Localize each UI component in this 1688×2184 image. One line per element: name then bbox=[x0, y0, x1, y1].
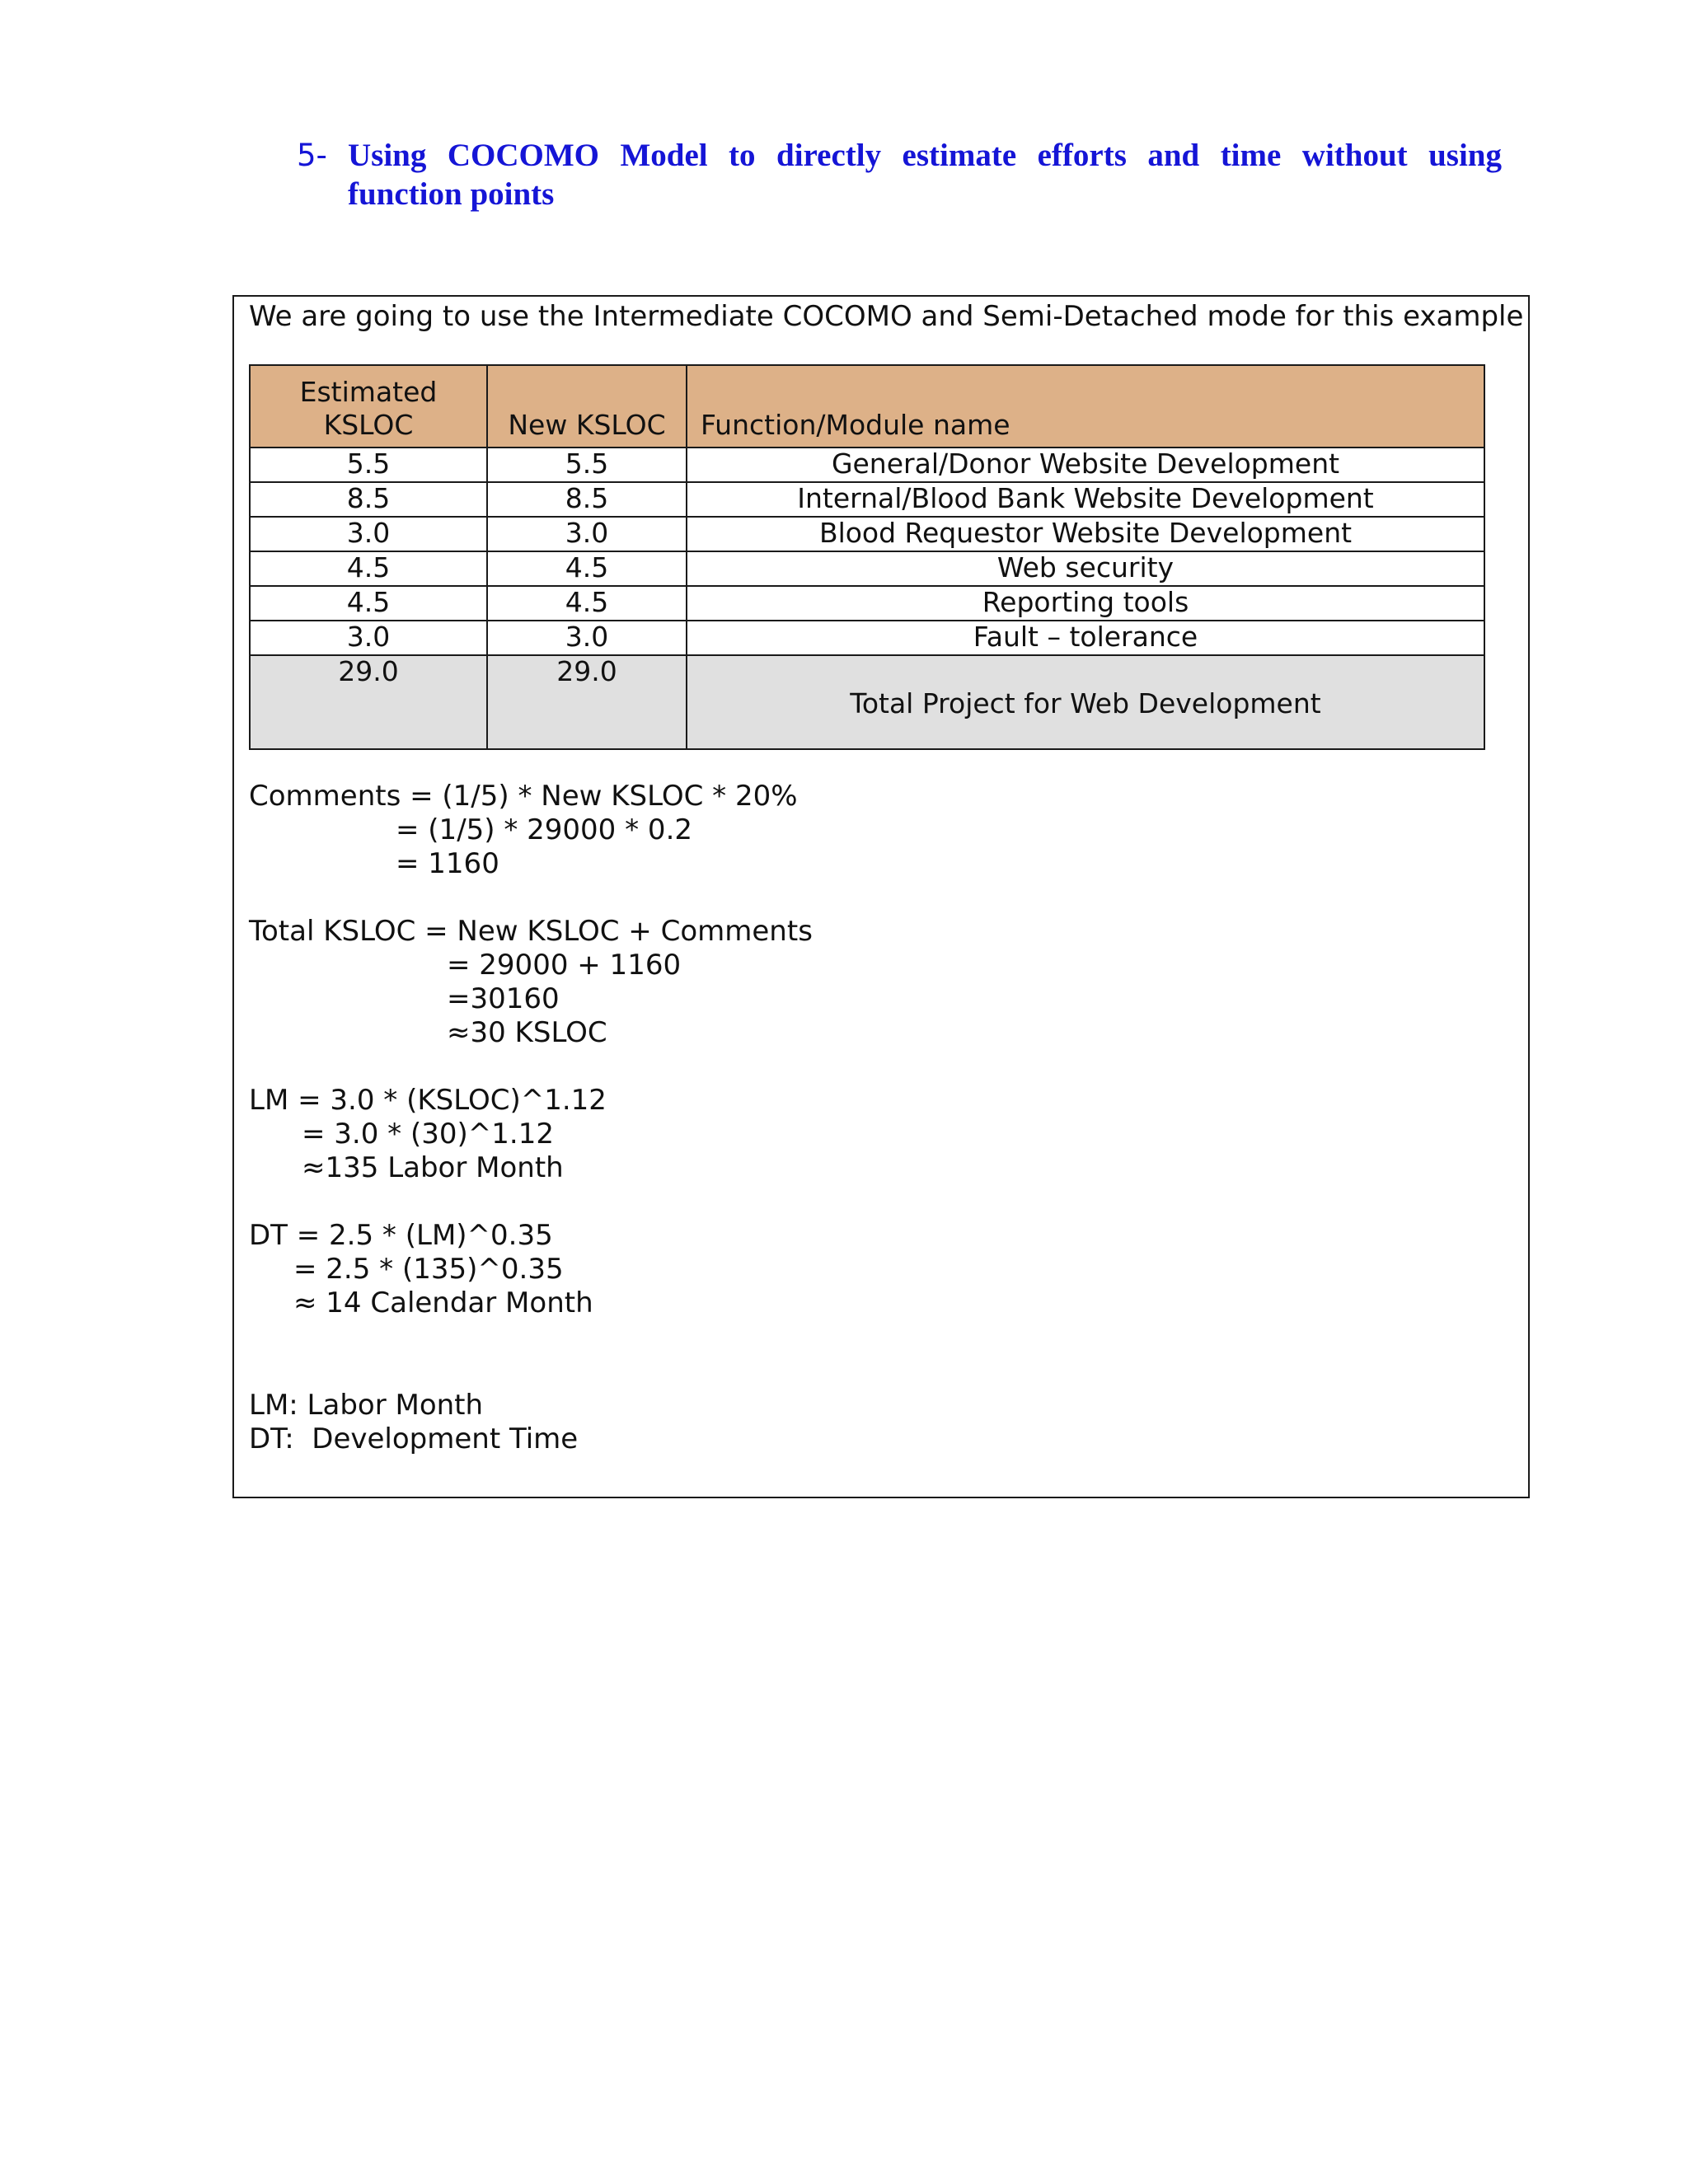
cell-name: Fault – tolerance bbox=[687, 621, 1484, 655]
cell-new: 4.5 bbox=[487, 551, 687, 586]
total-ksloc-line-4: ≈30 KSLOC bbox=[447, 1016, 607, 1049]
total-new: 29.0 bbox=[487, 655, 687, 749]
dt-line-2: = 2.5 * (135)^0.35 bbox=[293, 1253, 564, 1286]
heading-line-2: function points bbox=[348, 176, 555, 212]
cell-estimated: 8.5 bbox=[250, 482, 487, 517]
section-heading bbox=[297, 136, 1502, 213]
header-function-name: Function/Module name bbox=[687, 365, 1484, 448]
comments-line-3: = 1160 bbox=[396, 847, 499, 880]
cell-estimated: 4.5 bbox=[250, 551, 487, 586]
total-ksloc-line-1: Total KSLOC = New KSLOC + Comments bbox=[249, 915, 813, 948]
cell-estimated: 5.5 bbox=[250, 448, 487, 482]
cell-name: Web security bbox=[687, 551, 1484, 586]
table-total-row bbox=[250, 655, 1484, 749]
heading-line-1: Using COCOMO Model to directly estimate efforts and time without using bbox=[348, 138, 1502, 173]
lm-line-2: = 3.0 * (30)^1.12 bbox=[302, 1118, 554, 1151]
intro-text: We are going to use the Intermediate COCOMO and Semi-Detached mode for this example bbox=[249, 300, 1524, 333]
cell-new: 4.5 bbox=[487, 586, 687, 621]
cell-new: 8.5 bbox=[487, 482, 687, 517]
legend-dt: DT: Development Time bbox=[249, 1422, 579, 1455]
total-ksloc-line-2: = 29000 + 1160 bbox=[447, 949, 682, 982]
table-row bbox=[250, 551, 1484, 586]
cell-new: 3.0 bbox=[487, 517, 687, 551]
dt-line-1: DT = 2.5 * (LM)^0.35 bbox=[249, 1219, 553, 1252]
cell-estimated: 3.0 bbox=[250, 621, 487, 655]
table-header-row bbox=[250, 365, 1484, 448]
lm-line-3: ≈135 Labor Month bbox=[302, 1151, 564, 1184]
header-new-ksloc: New KSLOC bbox=[487, 365, 687, 448]
table-row bbox=[250, 448, 1484, 482]
header-estimated-line2: KSLOC bbox=[323, 409, 414, 441]
comments-line-2: = (1/5) * 29000 * 0.2 bbox=[396, 813, 693, 846]
header-estimated-line1: Estimated bbox=[299, 376, 438, 408]
cell-new: 3.0 bbox=[487, 621, 687, 655]
cocomo-estimate-box bbox=[232, 295, 1530, 1498]
cell-estimated: 4.5 bbox=[250, 586, 487, 621]
section-number: 5- bbox=[297, 138, 327, 173]
cell-new: 5.5 bbox=[487, 448, 687, 482]
legend-lm: LM: Labor Month bbox=[249, 1389, 484, 1422]
lm-line-1: LM = 3.0 * (KSLOC)^1.12 bbox=[249, 1084, 607, 1117]
cell-name: General/Donor Website Development bbox=[687, 448, 1484, 482]
table-row bbox=[250, 482, 1484, 517]
cell-estimated: 3.0 bbox=[250, 517, 487, 551]
ksloc-table bbox=[249, 364, 1485, 750]
total-ksloc-line-3: =30160 bbox=[447, 982, 560, 1015]
table-row bbox=[250, 586, 1484, 621]
cell-name: Reporting tools bbox=[687, 586, 1484, 621]
total-estimated: 29.0 bbox=[250, 655, 487, 749]
comments-line-1: Comments = (1/5) * New KSLOC * 20% bbox=[249, 780, 798, 813]
total-name: Total Project for Web Development bbox=[687, 655, 1484, 749]
cell-name: Internal/Blood Bank Website Development bbox=[687, 482, 1484, 517]
table-row bbox=[250, 517, 1484, 551]
header-estimated-ksloc bbox=[250, 365, 487, 448]
cell-name: Blood Requestor Website Development bbox=[687, 517, 1484, 551]
table-row bbox=[250, 621, 1484, 655]
dt-line-3: ≈ 14 Calendar Month bbox=[293, 1286, 593, 1319]
